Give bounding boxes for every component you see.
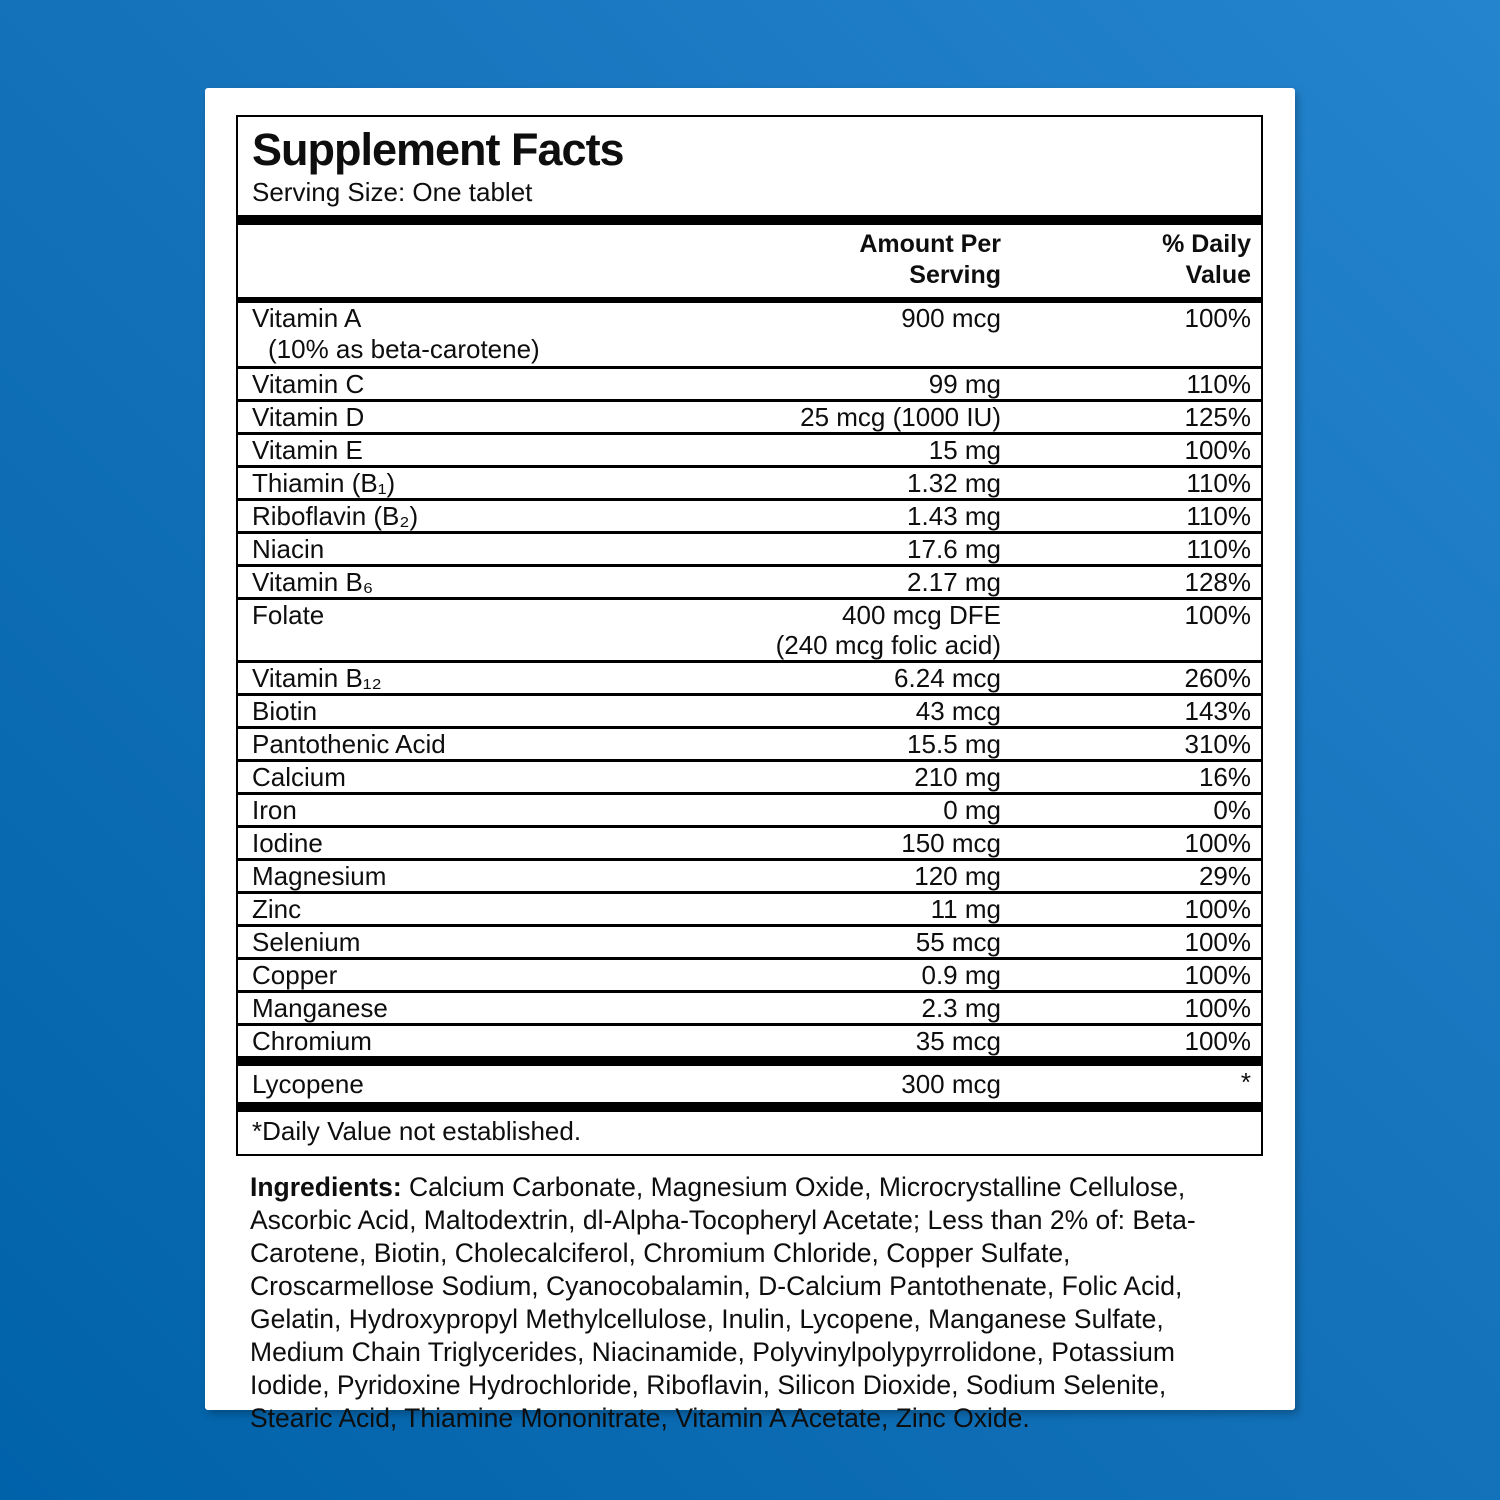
nutrient-name: Calcium <box>252 762 346 792</box>
nutrient-daily-value: 143% <box>1184 696 1251 726</box>
nutrient-daily-value: 110% <box>1186 501 1251 531</box>
nutrient-daily-value: 100% <box>1184 303 1251 333</box>
nutrient-daily-value: 100% <box>1184 1026 1251 1056</box>
daily-value-footnote: *Daily Value not established. <box>252 1116 582 1146</box>
table-row <box>238 759 1261 792</box>
nutrient-amount: 35 mcg <box>915 1026 1001 1056</box>
supplement-label-card <box>205 88 1295 1433</box>
ingredients-paragraph <box>250 1171 1250 1435</box>
table-row <box>238 498 1261 531</box>
nutrient-amount: 900 mcg <box>901 303 1001 333</box>
supplement-facts-panel <box>236 115 1263 1156</box>
table-row <box>238 792 1261 825</box>
nutrient-amount: 120 mg <box>914 861 1001 891</box>
nutrient-daily-value: 100% <box>1184 960 1251 990</box>
nutrient-name: Riboflavin (B₂) <box>252 501 419 531</box>
nutrient-amount: 1.32 mg <box>907 468 1001 498</box>
serving-size-text: Serving Size: One tablet <box>252 177 533 207</box>
nutrient-name: Lycopene <box>252 1069 364 1099</box>
nutrient-amount: 2.3 mg <box>921 993 1001 1023</box>
nutrient-daily-value: 125% <box>1184 402 1251 432</box>
nutrient-amount: 210 mg <box>914 762 1001 792</box>
nutrient-daily-value: 110% <box>1186 468 1251 498</box>
table-row <box>238 924 1261 957</box>
nutrient-amount: 15 mg <box>928 435 1001 465</box>
table-row <box>238 399 1261 432</box>
nutrient-name: Iodine <box>252 828 323 858</box>
nutrient-amount: 2.17 mg <box>907 567 1001 597</box>
nutrient-amount: 55 mcg <box>915 927 1001 957</box>
nutrient-name: Chromium <box>252 1026 372 1056</box>
nutrient-name: Iron <box>252 795 297 825</box>
nutrient-amount: 0.9 mg <box>921 960 1001 990</box>
header-percent-daily-value: % Daily Value <box>1162 230 1251 289</box>
nutrient-daily-value: 100% <box>1184 993 1251 1023</box>
nutrient-daily-value: 128% <box>1184 567 1251 597</box>
table-row <box>238 957 1261 990</box>
table-row <box>238 660 1261 693</box>
ingredients-text: Calcium Carbonate, Magnesium Oxide, Microcrystalline Cellulose, Ascorbic Acid, Maltodextrin, dl-Alpha-Tocopheryl Acetate; Less than 2% of: Beta-Carotene, Biotin, Cholecalciferol, Chromium Chloride, Copper Sulfate, Croscarmellose Sodium, Cyanocobalamin, D-Calcium Pantothenate, Folic Acid, Gelatin, Hydroxypropyl Methylcellulose, Inulin, Lycopene, Manganese Sulfate, Medium Chain Triglycerides, Niacinamide, Polyvinylpolypyrrolidone, Potassium Iodide, Pyridoxine Hydrochloride, Riboflavin, Silicon Dioxide, Sodium Selenite, Stearic Acid, Thiamine Mononitrate, Vitamin A Acetate, Zinc Oxide. <box>250 1172 1196 1433</box>
table-row <box>238 858 1261 891</box>
nutrient-name: Biotin <box>252 696 318 726</box>
nutrient-amount: 400 mcg DFE <box>842 600 1001 630</box>
table-header-row <box>238 225 1261 297</box>
nutrient-name: Magnesium <box>252 861 387 891</box>
nutrient-amount: 99 mg <box>928 369 1001 399</box>
table-row <box>238 825 1261 858</box>
table-row <box>238 597 1261 660</box>
nutrient-daily-value: 110% <box>1186 369 1251 399</box>
table-row <box>238 693 1261 726</box>
nutrient-daily-value: 16% <box>1198 762 1251 792</box>
nutrient-daily-value: * <box>1240 1067 1251 1097</box>
nutrient-amount-note: (240 mcg folic acid) <box>775 630 1001 660</box>
table-row <box>238 531 1261 564</box>
nutrient-daily-value: 100% <box>1184 435 1251 465</box>
nutrient-daily-value: 310% <box>1184 729 1251 759</box>
nutrient-name: Vitamin B₆ <box>252 567 374 597</box>
nutrient-name: Thiamin (B₁) <box>252 468 396 498</box>
nutrient-daily-value: 110% <box>1186 534 1251 564</box>
nutrient-name: Vitamin A <box>252 303 362 333</box>
nutrient-daily-value: 100% <box>1184 894 1251 924</box>
nutrient-amount: 6.24 mcg <box>894 663 1001 693</box>
table-row <box>238 465 1261 498</box>
table-row <box>238 1023 1261 1056</box>
nutrient-amount: 43 mcg <box>915 696 1001 726</box>
other-ingredient-rows <box>238 1066 1261 1102</box>
table-row <box>238 303 1261 366</box>
divider-thick-bottom <box>238 1102 1261 1112</box>
nutrient-name: Vitamin B₁₂ <box>252 663 382 693</box>
nutrient-name: Vitamin C <box>252 369 365 399</box>
divider-thick-mid <box>238 1056 1261 1066</box>
nutrient-name: Vitamin D <box>252 402 365 432</box>
table-row <box>238 726 1261 759</box>
nutrient-name: Manganese <box>252 993 388 1023</box>
nutrient-name-note: (10% as beta-carotene) <box>268 334 540 364</box>
nutrient-daily-value: 100% <box>1184 600 1251 630</box>
nutrient-name: Pantothenic Acid <box>252 729 446 759</box>
nutrient-amount: 300 mcg <box>901 1069 1001 1099</box>
nutrient-daily-value: 260% <box>1184 663 1251 693</box>
nutrient-daily-value: 100% <box>1184 927 1251 957</box>
supplement-facts-title: Supplement Facts <box>252 124 624 175</box>
nutrient-amount: 1.43 mg <box>907 501 1001 531</box>
nutrient-amount: 17.6 mg <box>907 534 1001 564</box>
nutrient-amount: 15.5 mg <box>907 729 1001 759</box>
table-row <box>238 432 1261 465</box>
nutrient-amount: 25 mcg (1000 IU) <box>800 402 1001 432</box>
nutrient-daily-value: 100% <box>1184 828 1251 858</box>
header-amount-per-serving: Amount Per Serving <box>859 230 1001 289</box>
table-row <box>238 891 1261 924</box>
nutrient-name: Niacin <box>252 534 325 564</box>
nutrient-daily-value: 0% <box>1213 795 1251 825</box>
nutrient-name: Folate <box>252 600 325 630</box>
ingredients-label: Ingredients: <box>250 1172 402 1202</box>
nutrient-rows <box>238 303 1261 1056</box>
nutrient-name: Copper <box>252 960 338 990</box>
table-row <box>238 564 1261 597</box>
nutrient-name: Zinc <box>252 894 302 924</box>
nutrient-amount: 0 mg <box>943 795 1001 825</box>
table-row <box>238 990 1261 1023</box>
table-row <box>238 366 1261 399</box>
nutrient-amount: 11 mg <box>930 894 1001 924</box>
nutrient-name: Vitamin E <box>252 435 363 465</box>
nutrient-name: Selenium <box>252 927 361 957</box>
nutrient-amount: 150 mcg <box>901 828 1001 858</box>
nutrient-daily-value: 29% <box>1198 861 1251 891</box>
table-row <box>238 1066 1261 1102</box>
divider-thick-top <box>238 215 1261 225</box>
